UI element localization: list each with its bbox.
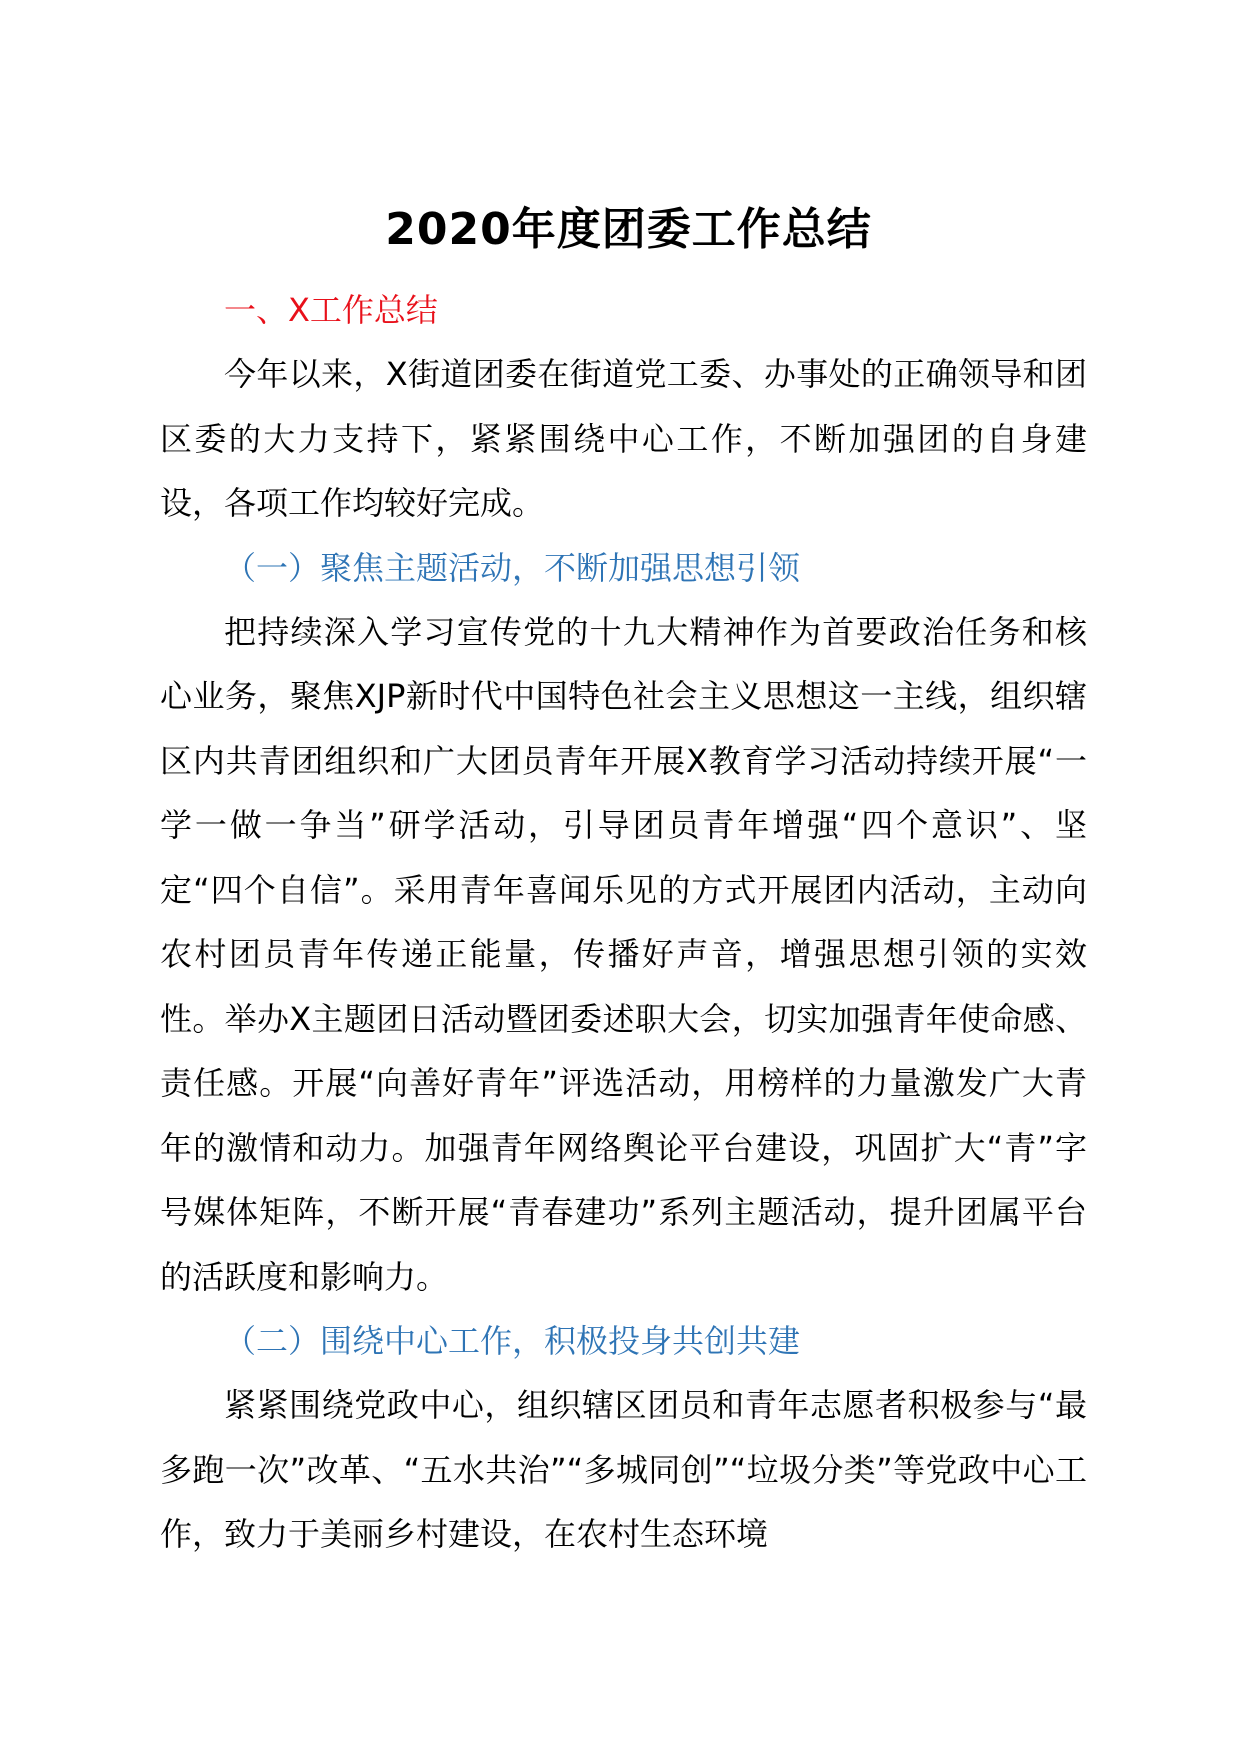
document-title: 2020年度团委工作总结 (385, 204, 872, 255)
section-heading: 一、X工作总结 (224, 291, 438, 329)
subsection-body-2: 紧紧围绕党政中心，组织辖区团员和青年志愿者积极参与“最多跑一次”改革、“五水共治”“多城同创”“垃圾分类”等党政中心工作，致力于美丽乡村建设，在农村生态环境 (160, 1386, 1087, 1553)
subsection-body-1: 把持续深入学习宣传党的十九大精神作为首要政治任务和核心业务，聚焦XJP新时代中国特色社会主义思想这一主线，组织辖区内共青团组织和广大团员青年开展X教育学习活动持续开展“一学一做一争当”研学活动，引导团员青年增强“四个意识”、坚定“四个自信”。采用青年喜闻乐见的方式开展团内活动，主动向农村团员青年传递正能量，传播好声音，增强思想引领的实效性。举办X主题团日活动暨团委述职大会，切实加强青年使命感、责任感。开展“向善好青年”评选活动，用榜样的力量激发广大青年的激情和动力。加强青年网络舆论平台建设，巩固扩大“青”字号媒体矩阵，不断开展“青春建功”系列主题活动，提升团属平台的活跃度和影响力。 (160, 612, 1087, 1296)
intro-paragraph: 今年以来，X街道团委在街道党工委、办事处的正确领导和团区委的大力支持下，紧紧围绕中心工作，不断加强团的自身建设，各项工作均较好完成。 (160, 355, 1087, 522)
subsection-heading-1: （一）聚焦主题活动，不断加强思想引领 (224, 548, 801, 587)
subsection-heading-2: （二）围绕中心工作，积极投身共创共建 (224, 1322, 801, 1360)
